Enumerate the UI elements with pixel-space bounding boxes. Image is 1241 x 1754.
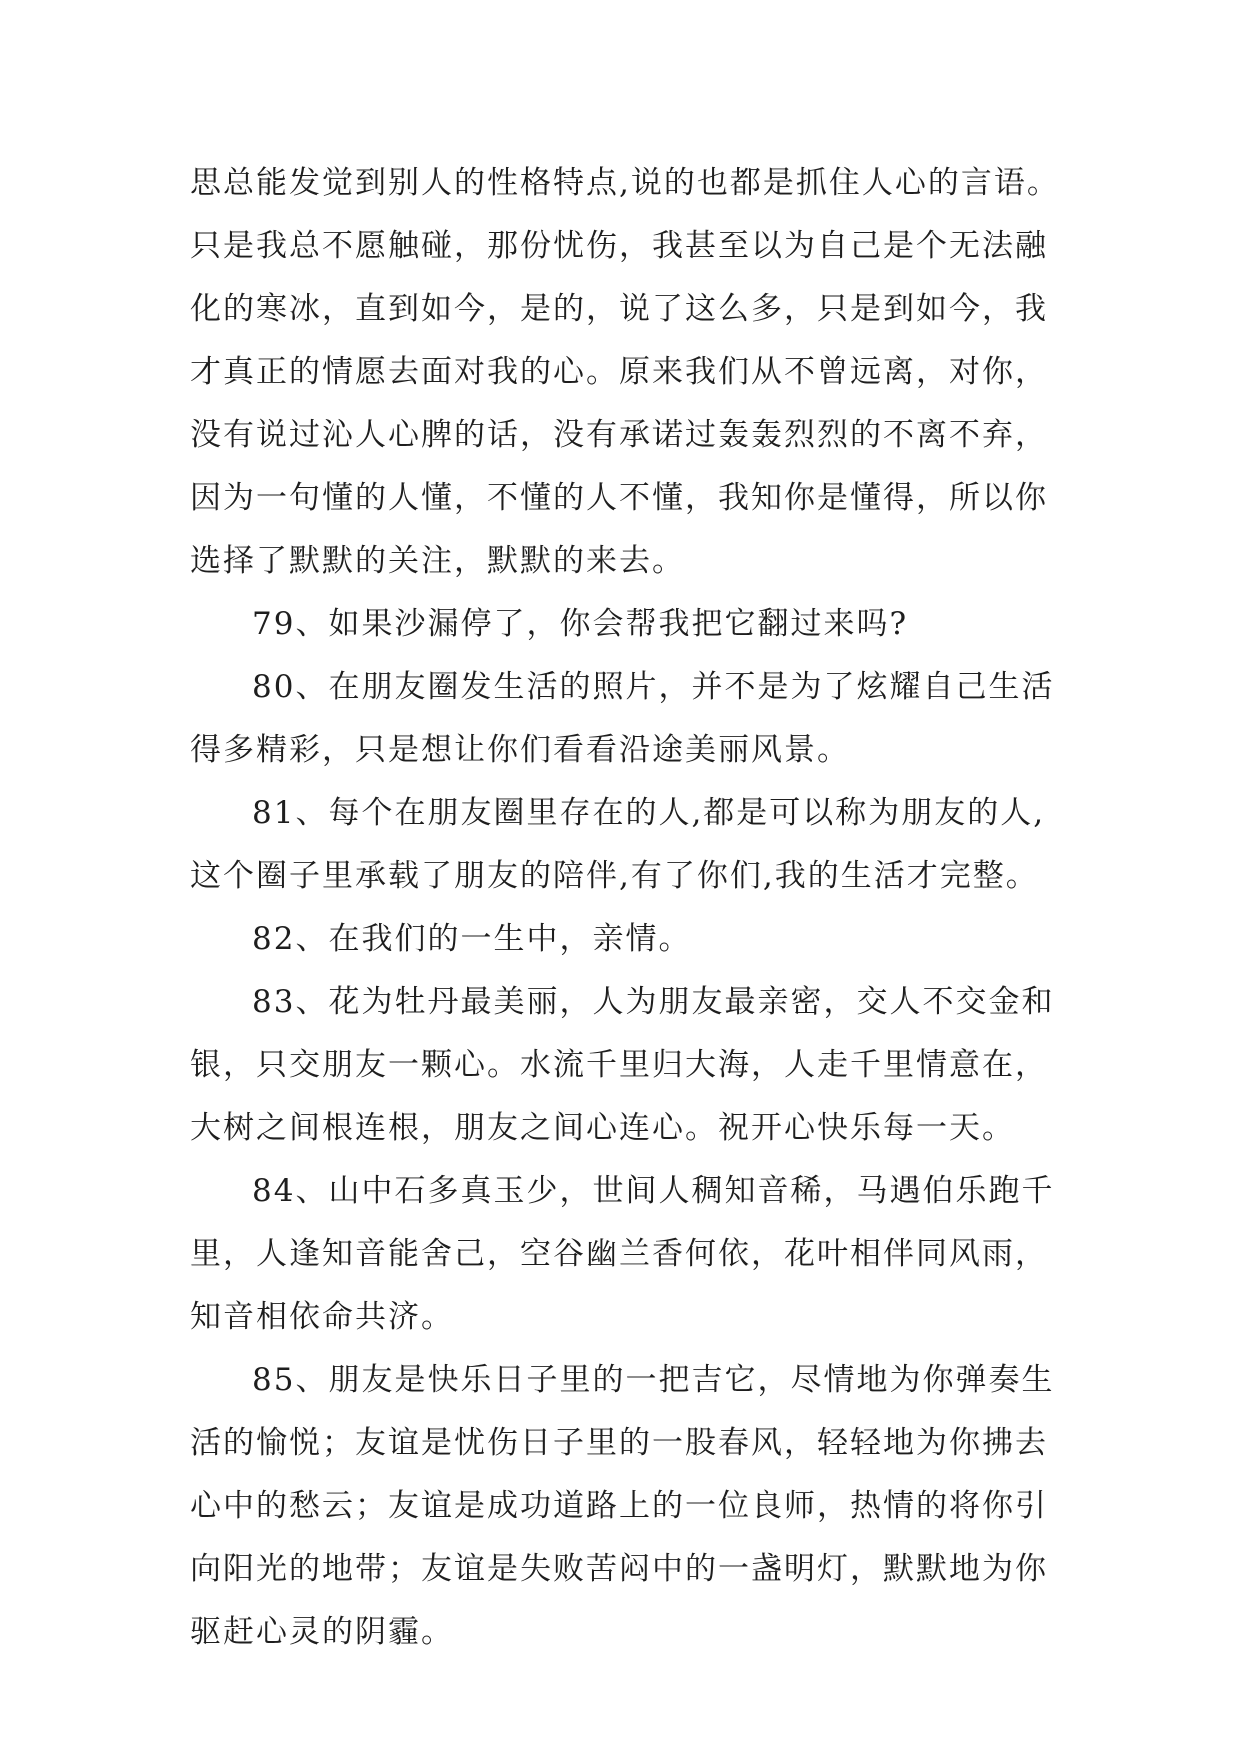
- text-line: 只是我总不愿触碰，那份忧伤，我甚至以为自己是个无法融: [190, 228, 1048, 264]
- paragraph-80: 80、在朋友圈发生活的照片，并不是为了炫耀自己生活: [252, 669, 1055, 705]
- text-line: 才真正的情愿去面对我的心。原来我们从不曾远离，对你，: [190, 354, 1048, 390]
- text-line: 选择了默默的关注，默默的来去。: [190, 543, 685, 579]
- paragraph-85: 85、朋友是快乐日子里的一把吉它，尽情地为你弹奏生: [252, 1362, 1055, 1398]
- text-line: 得多精彩，只是想让你们看看沿途美丽风景。: [190, 732, 850, 768]
- paragraph-82: 82、在我们的一生中，亲情。: [252, 921, 692, 957]
- paragraph-83: 83、花为牡丹最美丽，人为朋友最亲密，交人不交金和: [252, 984, 1055, 1020]
- text-line: 向阳光的地带；友谊是失败苦闷中的一盏明灯，默默地为你: [190, 1551, 1048, 1587]
- text-line: 没有说过沁人心脾的话，没有承诺过轰轰烈烈的不离不弃，: [190, 417, 1048, 453]
- text-line: 驱赶心灵的阴霾。: [190, 1614, 454, 1650]
- text-line: 知音相依命共济。: [190, 1299, 454, 1335]
- text-line: 化的寒冰，直到如今，是的，说了这么多，只是到如今，我: [190, 291, 1048, 327]
- text-line: 这个圈子里承载了朋友的陪伴,有了你们,我的生活才完整。: [190, 858, 1039, 894]
- paragraph-79: 79、如果沙漏停了，你会帮我把它翻过来吗?: [252, 606, 909, 642]
- paragraph-84: 84、山中石多真玉少，世间人稠知音稀，马遇伯乐跑千: [252, 1173, 1055, 1209]
- text-line: 思总能发觉到别人的性格特点,说的也都是抓住人心的言语。: [190, 165, 1060, 201]
- paragraph-81: 81、每个在朋友圈里存在的人,都是可以称为朋友的人,: [252, 795, 1046, 831]
- text-line: 里，人逢知音能舍己，空谷幽兰香何依，花叶相伴同风雨，: [190, 1236, 1048, 1272]
- text-line: 因为一句懂的人懂，不懂的人不懂，我知你是懂得，所以你: [190, 480, 1048, 516]
- text-line: 心中的愁云；友谊是成功道路上的一位良师，热情的将你引: [190, 1488, 1048, 1524]
- text-line: 活的愉悦；友谊是忧伤日子里的一股春风，轻轻地为你拂去: [190, 1425, 1048, 1461]
- text-line: 银，只交朋友一颗心。水流千里归大海，人走千里情意在，: [190, 1047, 1048, 1083]
- text-line: 大树之间根连根，朋友之间心连心。祝开心快乐每一天。: [190, 1110, 1015, 1146]
- body-text: [190, 152, 1090, 1664]
